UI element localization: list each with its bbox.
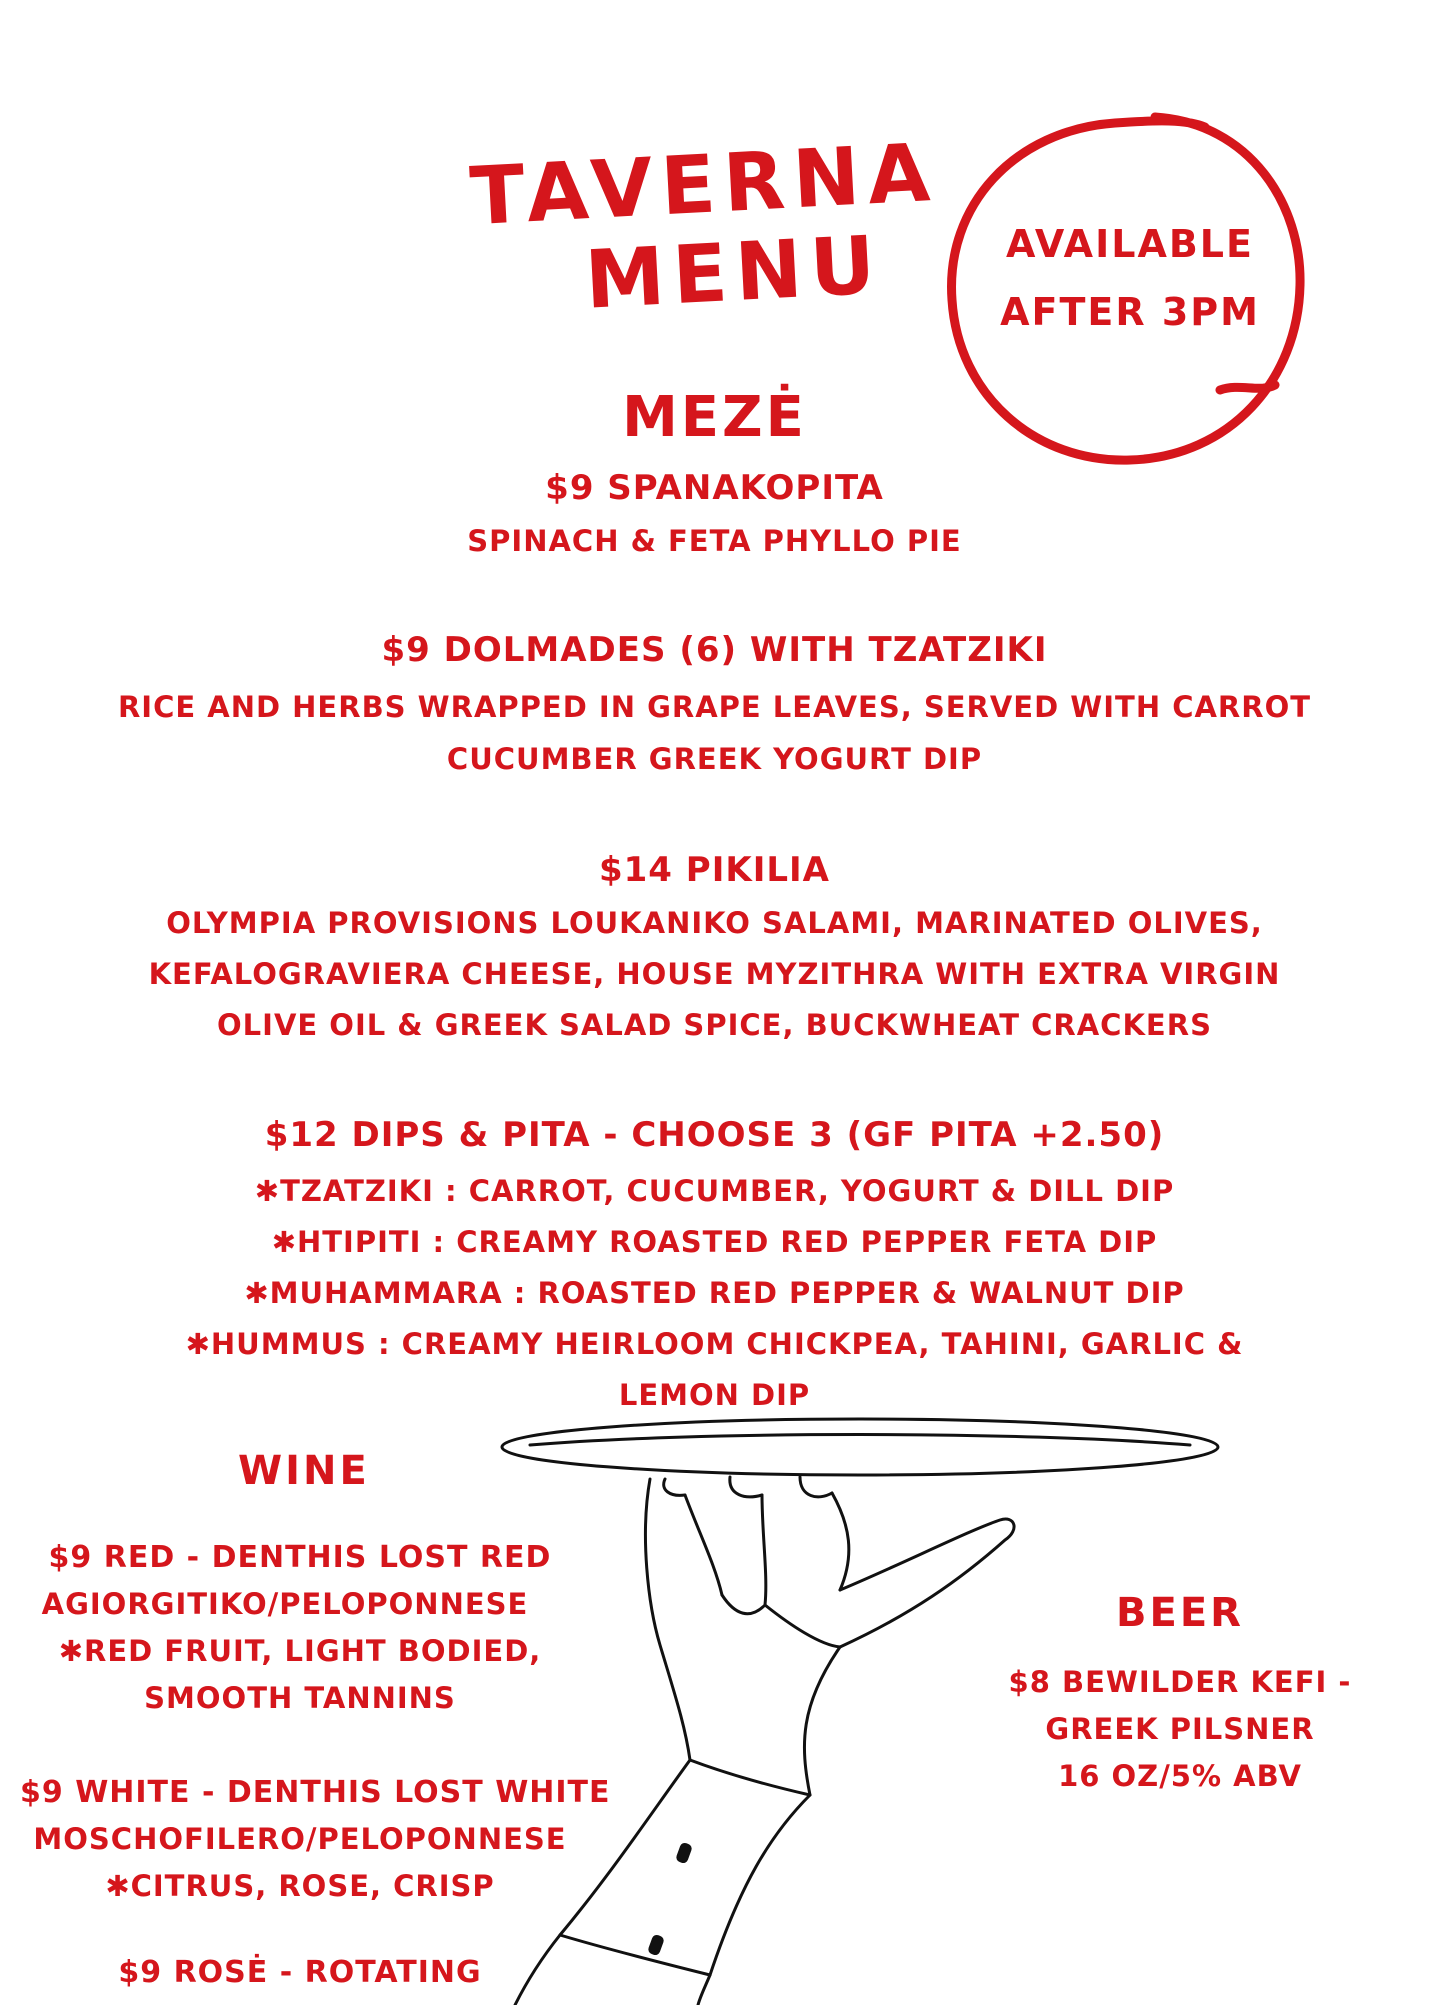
- stamp-line-1: AVAILABLE: [1006, 222, 1254, 266]
- section-heading-wine: WINE: [238, 1448, 370, 1494]
- beer-line-3: 16 OZ/5% ABV: [1058, 1759, 1302, 1793]
- item-desc-pikilia-3: OLIVE OIL & GREEK SALAD SPICE, BUCKWHEAT CRACKERS: [217, 1008, 1212, 1042]
- item-title-pikilia: $14 PIKILIA: [598, 850, 830, 890]
- item-title-dolmades: $9 DOLMADES (6) WITH TZATZIKI: [381, 630, 1048, 670]
- dip-htipiti: ✱HTIPITI : CREAMY ROASTED RED PEPPER FETA DIP: [271, 1225, 1158, 1259]
- title-menu: MENU: [582, 218, 886, 327]
- wine-red-notes-1: ✱RED FRUIT, LIGHT BODIED,: [58, 1634, 542, 1668]
- dip-hummus-1: ✱HUMMUS : CREAMY HEIRLOOM CHICKPEA, TAHINI, GARLIC &: [185, 1327, 1244, 1361]
- wine-rose-title: $9 ROSĖ - ROTATING: [118, 1955, 482, 1990]
- item-desc-pikilia-1: OLYMPIA PROVISIONS LOUKANIKO SALAMI, MARINATED OLIVES,: [166, 906, 1263, 940]
- wine-red-title: $9 RED - DENTHIS LOST RED: [48, 1540, 552, 1575]
- dip-muhammara: ✱MUHAMMARA : ROASTED RED PEPPER & WALNUT DIP: [244, 1276, 1185, 1310]
- item-title-spanakopita: $9 SPANAKOPITA: [545, 468, 884, 508]
- beer-line-2: GREEK PILSNER: [1045, 1712, 1315, 1746]
- stamp-line-2: AFTER 3PM: [1000, 290, 1260, 334]
- item-desc-dolmades-1: RICE AND HERBS WRAPPED IN GRAPE LEAVES, SERVED WITH CARROT: [117, 690, 1312, 724]
- wine-white-title: $9 WHITE - DENTHIS LOST WHITE: [20, 1775, 611, 1810]
- wine-white-notes: ✱CITRUS, ROSE, CRISP: [105, 1869, 495, 1903]
- wine-red-notes-2: SMOOTH TANNINS: [144, 1681, 456, 1715]
- hand-holding-tray-icon: [500, 1415, 1220, 2005]
- dip-hummus-2: LEMON DIP: [618, 1378, 811, 1412]
- wine-white-grape: MOSCHOFILERO/PELOPONNESE: [33, 1822, 567, 1856]
- section-heading-meze: MEZĖ: [622, 385, 807, 450]
- title-taverna: TAVERNA: [467, 125, 940, 244]
- item-desc-spanakopita: SPINACH & FETA PHYLLO PIE: [467, 524, 962, 558]
- beer-line-1: $8 BEWILDER KEFI -: [1008, 1665, 1352, 1699]
- wine-red-grape: AGIORGITIKO/PELOPONNESE: [41, 1587, 529, 1621]
- dip-tzatziki: ✱TZATZIKI : CARROT, CUCUMBER, YOGURT & DILL DIP: [254, 1174, 1175, 1208]
- section-heading-beer: BEER: [1116, 1590, 1244, 1636]
- item-title-dips-pita: $12 DIPS & PITA - CHOOSE 3 (GF PITA +2.50): [264, 1115, 1165, 1155]
- item-desc-pikilia-2: KEFALOGRAVIERA CHEESE, HOUSE MYZITHRA WITH EXTRA VIRGIN: [148, 957, 1281, 991]
- item-desc-dolmades-2: CUCUMBER GREEK YOGURT DIP: [446, 742, 983, 776]
